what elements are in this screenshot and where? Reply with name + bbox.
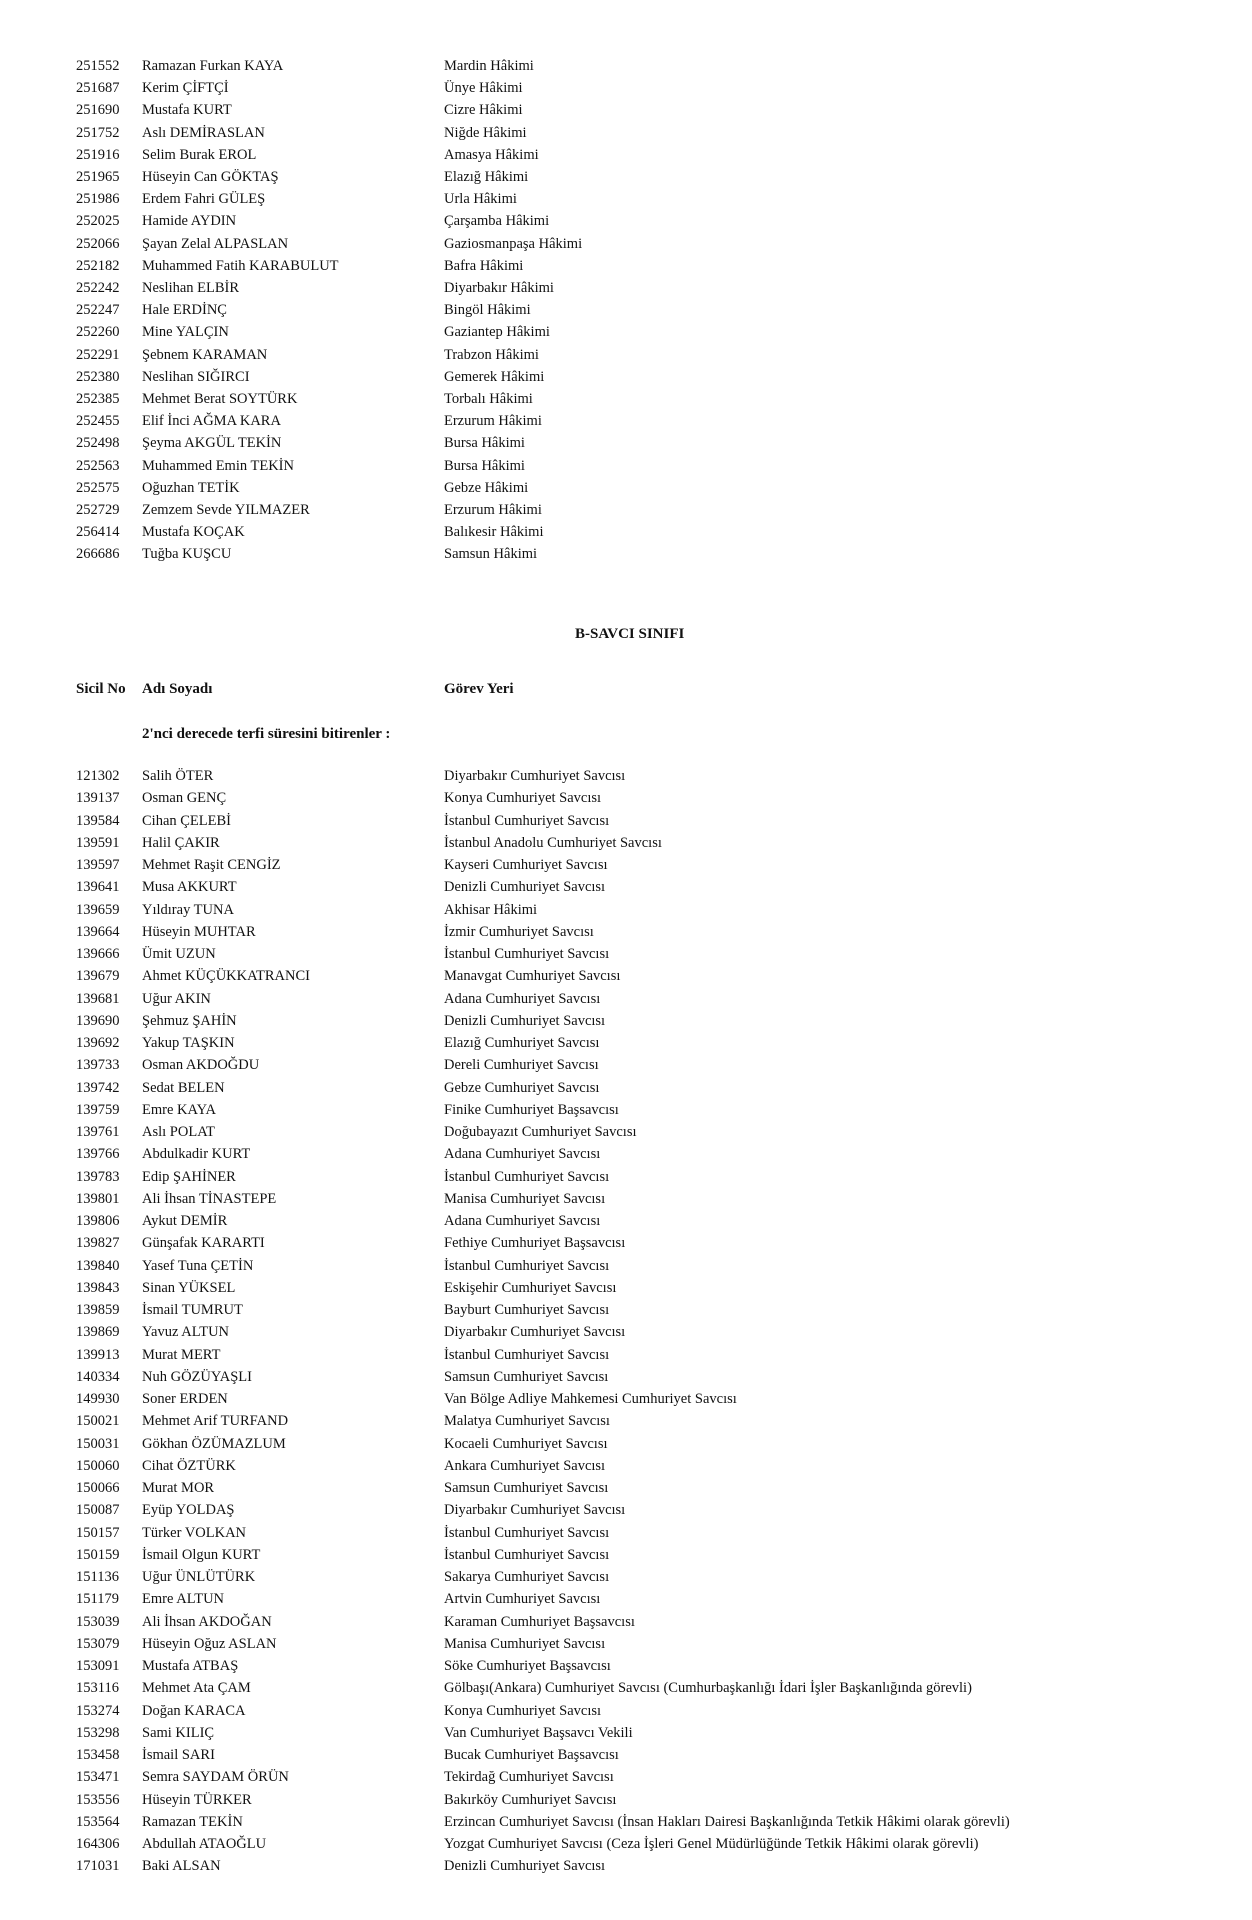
- list-item: [0, 277, 1252, 299]
- full-name: Şehmuz ŞAHİN: [142, 1012, 237, 1029]
- sicil-no: 139801: [76, 1190, 120, 1207]
- full-name: Mehmet Berat SOYTÜRK: [142, 391, 298, 407]
- duty-place: Artvin Cumhuriyet Savcısı: [444, 1591, 601, 1608]
- sicil-no: 139783: [76, 1168, 120, 1185]
- list-item: [0, 188, 1252, 210]
- sicil-no: 139690: [76, 1012, 120, 1029]
- section-title: B-SAVCI SINIFI: [575, 626, 685, 642]
- full-name: Cihan ÇELEBİ: [142, 812, 232, 829]
- header-sicil: Sicil No: [76, 681, 126, 697]
- list-item: [0, 210, 1252, 232]
- list-item: [0, 988, 1252, 1010]
- duty-place: Erzurum Hâkimi: [444, 413, 542, 430]
- duty-place: Bafra Hâkimi: [444, 257, 524, 274]
- duty-place: Trabzon Hâkimi: [444, 346, 539, 363]
- duty-place: Bakırköy Cumhuriyet Savcısı: [444, 1791, 617, 1808]
- list-item: [0, 1855, 1252, 1877]
- list-item: [0, 810, 1252, 832]
- sicil-no: 139584: [76, 812, 120, 829]
- sicil-no: 139827: [76, 1235, 120, 1252]
- duty-place: Bayburt Cumhuriyet Savcısı: [444, 1302, 610, 1318]
- full-name: Uğur AKIN: [142, 990, 211, 1007]
- list-item: [0, 1655, 1252, 1677]
- list-item: [0, 299, 1252, 321]
- sicil-no: 251690: [76, 102, 120, 119]
- sicil-no: 150021: [76, 1413, 120, 1430]
- list-item: [0, 1299, 1252, 1321]
- full-name: Sedat BELEN: [142, 1079, 225, 1096]
- list-item: [0, 1833, 1252, 1855]
- list-item: [0, 477, 1252, 499]
- duty-place: Sakarya Cumhuriyet Savcısı: [444, 1569, 610, 1585]
- duty-place: Elazığ Hâkimi: [444, 169, 529, 185]
- duty-place: Urla Hâkimi: [444, 191, 517, 208]
- sicil-no: 252385: [76, 391, 120, 407]
- full-name: Yavuz ALTUN: [142, 1324, 230, 1341]
- list-item: [0, 1410, 1252, 1432]
- list-item: [0, 122, 1252, 144]
- duty-place: Bursa Hâkimi: [444, 457, 525, 474]
- sicil-no: 139766: [76, 1146, 120, 1163]
- sicil-no: 139869: [76, 1324, 120, 1341]
- full-name: Sami KILIÇ: [142, 1724, 215, 1741]
- duty-place: İstanbul Cumhuriyet Savcısı: [444, 1168, 610, 1185]
- full-name: Muhammed Fatih KARABULUT: [142, 257, 339, 274]
- sicil-no: 252575: [76, 479, 120, 496]
- sicil-no: 256414: [76, 524, 120, 541]
- duty-place: Söke Cumhuriyet Başsavcısı: [444, 1658, 611, 1674]
- list-item: [0, 521, 1252, 543]
- sicil-no: 139806: [76, 1213, 120, 1229]
- full-name: Mehmet Raşit CENGİZ: [142, 857, 281, 873]
- duty-place: Samsun Cumhuriyet Savcısı: [444, 1368, 609, 1385]
- full-name: Cihat ÖZTÜRK: [142, 1457, 236, 1474]
- duty-place: Eskişehir Cumhuriyet Savcısı: [444, 1279, 617, 1296]
- full-name: Semra SAYDAM ÖRÜN: [142, 1769, 289, 1786]
- duty-place: Adana Cumhuriyet Savcısı: [444, 1213, 601, 1229]
- full-name: Osman AKDOĞDU: [142, 1057, 260, 1074]
- sicil-no: 139759: [76, 1101, 120, 1118]
- sicil-no: 252025: [76, 213, 120, 230]
- duty-place: Dereli Cumhuriyet Savcısı: [444, 1057, 599, 1074]
- sicil-no: 150157: [76, 1524, 120, 1541]
- duty-place: İstanbul Anadolu Cumhuriyet Savcısı: [444, 834, 662, 851]
- sicil-no: 139733: [76, 1057, 120, 1074]
- full-name: Hüseyin MUHTAR: [142, 923, 256, 940]
- list-item: [0, 1121, 1252, 1143]
- full-name: Kerim ÇİFTÇİ: [142, 80, 229, 97]
- duty-place: Denizli Cumhuriyet Savcısı: [444, 1858, 606, 1875]
- list-item: [0, 1054, 1252, 1076]
- duty-place: Diyarbakır Cumhuriyet Savcısı: [444, 1502, 626, 1519]
- sicil-no: 153556: [76, 1791, 120, 1808]
- full-name: Hüseyin Can GÖKTAŞ: [142, 169, 279, 185]
- full-name: Gökhan ÖZÜMAZLUM: [142, 1435, 286, 1452]
- duty-place: İstanbul Cumhuriyet Savcısı: [444, 1546, 610, 1563]
- duty-place: Diyarbakır Hâkimi: [444, 280, 554, 296]
- full-name: Ramazan Furkan KAYA: [142, 58, 284, 74]
- list-item: [0, 499, 1252, 521]
- sicil-no: 153039: [76, 1613, 120, 1630]
- duty-place: Bucak Cumhuriyet Başsavcısı: [444, 1747, 619, 1763]
- duty-place: Cizre Hâkimi: [444, 102, 523, 119]
- list-item: [0, 1388, 1252, 1410]
- duty-place: İstanbul Cumhuriyet Savcısı: [444, 1257, 610, 1274]
- full-name: Salih ÖTER: [142, 768, 214, 784]
- list-item: [0, 1277, 1252, 1299]
- full-name: Musa AKKURT: [142, 879, 237, 896]
- full-name: Selim Burak EROL: [142, 146, 257, 163]
- list-item: [0, 144, 1252, 166]
- full-name: Türker VOLKAN: [142, 1524, 247, 1541]
- duty-place: Kocaeli Cumhuriyet Savcısı: [444, 1435, 608, 1452]
- list-item: [0, 1611, 1252, 1633]
- full-name: İsmail SARI: [142, 1747, 215, 1763]
- list-item: [0, 765, 1252, 787]
- list-item: [0, 1766, 1252, 1788]
- list-item: [0, 1255, 1252, 1277]
- sicil-no: 251687: [76, 80, 120, 97]
- list-item: [0, 943, 1252, 965]
- sicil-no: 150060: [76, 1457, 120, 1474]
- full-name: Nuh GÖZÜYAŞLI: [142, 1368, 252, 1385]
- sicil-no: 252455: [76, 413, 120, 430]
- list-item: [0, 1166, 1252, 1188]
- duty-place: Mardin Hâkimi: [444, 58, 534, 74]
- duty-place: Amasya Hâkimi: [444, 146, 539, 163]
- list-item: [0, 1677, 1252, 1699]
- full-name: İsmail Olgun KURT: [142, 1546, 261, 1563]
- list-item: [0, 99, 1252, 121]
- full-name: Zemzem Sevde YILMAZER: [142, 502, 310, 518]
- duty-place: İstanbul Cumhuriyet Savcısı: [444, 946, 610, 962]
- duty-place: Adana Cumhuriyet Savcısı: [444, 1146, 601, 1163]
- list-item: [0, 1099, 1252, 1121]
- sicil-no: 153091: [76, 1658, 120, 1674]
- full-name: Mehmet Arif TURFAND: [142, 1413, 289, 1430]
- list-item: [0, 1032, 1252, 1054]
- duty-place: Konya Cumhuriyet Savcısı: [444, 1702, 602, 1719]
- list-item: [0, 1143, 1252, 1165]
- sicil-no: 153471: [76, 1769, 120, 1786]
- full-name: Mustafa ATBAŞ: [142, 1658, 239, 1674]
- list-item: [0, 233, 1252, 255]
- full-name: Muhammed Emin TEKİN: [142, 457, 294, 474]
- list-item: [0, 410, 1252, 432]
- list-item: [0, 1477, 1252, 1499]
- list-item: [0, 1588, 1252, 1610]
- list-item: [0, 1722, 1252, 1744]
- full-name: Hale ERDİNÇ: [142, 302, 227, 319]
- full-name: İsmail TUMRUT: [142, 1302, 243, 1318]
- list-item: [0, 1344, 1252, 1366]
- duty-place: Van Bölge Adliye Mahkemesi Cumhuriyet Savcısı: [444, 1391, 737, 1407]
- full-name: Yıldıray TUNA: [142, 901, 234, 918]
- sicil-no: 252729: [76, 502, 120, 518]
- duty-place: İstanbul Cumhuriyet Savcısı: [444, 1524, 610, 1541]
- list-item: [0, 921, 1252, 943]
- duty-place: Elazığ Cumhuriyet Savcısı: [444, 1035, 600, 1051]
- duty-place: Fethiye Cumhuriyet Başsavcısı: [444, 1235, 626, 1252]
- duty-place: Samsun Hâkimi: [444, 546, 538, 563]
- sicil-no: 251965: [76, 169, 120, 185]
- duty-place: Tekirdağ Cumhuriyet Savcısı: [444, 1769, 614, 1786]
- duty-place: Adana Cumhuriyet Savcısı: [444, 990, 601, 1007]
- sicil-no: 139641: [76, 879, 120, 896]
- sicil-no: 252242: [76, 280, 120, 296]
- full-name: Günşafak KARARTI: [142, 1235, 265, 1252]
- duty-place: Manisa Cumhuriyet Savcısı: [444, 1635, 606, 1652]
- duty-place: Gaziantep Hâkimi: [444, 324, 550, 341]
- duty-place: Gebze Hâkimi: [444, 479, 529, 496]
- list-item: [0, 1321, 1252, 1343]
- sicil-no: 153116: [76, 1680, 119, 1697]
- full-name: Aslı DEMİRASLAN: [142, 124, 265, 141]
- sicil-no: 139761: [76, 1124, 120, 1140]
- sicil-no: 139913: [76, 1346, 120, 1363]
- sicil-no: 251552: [76, 58, 120, 74]
- sicil-no: 153458: [76, 1747, 120, 1763]
- duty-place: Samsun Cumhuriyet Savcısı: [444, 1480, 609, 1496]
- duty-place: Erzurum Hâkimi: [444, 502, 542, 518]
- sicil-no: 139742: [76, 1079, 120, 1096]
- full-name: Ali İhsan TİNASTEPE: [142, 1190, 277, 1207]
- duty-place: Ankara Cumhuriyet Savcısı: [444, 1457, 606, 1474]
- sicil-no: 150066: [76, 1480, 120, 1496]
- sicil-no: 140334: [76, 1368, 120, 1385]
- subheader: 2'nci derecede terfi süresini bitirenler :: [142, 726, 391, 742]
- list-item: [0, 255, 1252, 277]
- list-item: [0, 1544, 1252, 1566]
- duty-place: Gaziosmanpaşa Hâkimi: [444, 235, 583, 252]
- list-item: [0, 55, 1252, 77]
- full-name: Aslı POLAT: [142, 1124, 215, 1140]
- duty-place: Manavgat Cumhuriyet Savcısı: [444, 968, 621, 985]
- full-name: Yasef Tuna ÇETİN: [142, 1257, 254, 1274]
- sicil-no: 153274: [76, 1702, 120, 1719]
- list-item: [0, 77, 1252, 99]
- full-name: Soner ERDEN: [142, 1391, 228, 1407]
- list-item: [0, 1010, 1252, 1032]
- duty-place: Denizli Cumhuriyet Savcısı: [444, 1012, 606, 1029]
- full-name: Tuğba KUŞCU: [142, 546, 232, 563]
- sicil-no: 139664: [76, 923, 120, 940]
- duty-place: Diyarbakır Cumhuriyet Savcısı: [444, 768, 626, 784]
- list-item: [0, 366, 1252, 388]
- duty-place: Doğubayazıt Cumhuriyet Savcısı: [444, 1124, 637, 1140]
- list-item: [0, 787, 1252, 809]
- sicil-no: 251986: [76, 191, 120, 208]
- list-item: [0, 1499, 1252, 1521]
- full-name: Abdullah ATAOĞLU: [142, 1836, 267, 1852]
- list-item: [0, 1811, 1252, 1833]
- sicil-no: 251752: [76, 124, 120, 141]
- full-name: Ahmet KÜÇÜKKATRANCI: [142, 968, 310, 985]
- sicil-no: 151179: [76, 1591, 119, 1608]
- list-item: [0, 388, 1252, 410]
- full-name: Şeyma AKGÜL TEKİN: [142, 435, 282, 452]
- duty-place: Malatya Cumhuriyet Savcısı: [444, 1413, 610, 1430]
- sicil-no: 139666: [76, 946, 120, 962]
- list-item: [0, 1188, 1252, 1210]
- full-name: Erdem Fahri GÜLEŞ: [142, 191, 266, 208]
- full-name: Murat MERT: [142, 1346, 221, 1363]
- sicil-no: 252563: [76, 457, 120, 474]
- list-item: [0, 166, 1252, 188]
- full-name: Doğan KARACA: [142, 1702, 246, 1719]
- list-item: [0, 455, 1252, 477]
- sicil-no: 139659: [76, 901, 120, 918]
- full-name: Hamide AYDIN: [142, 213, 237, 230]
- full-name: Hüseyin Oğuz ASLAN: [142, 1635, 277, 1652]
- full-name: Uğur ÜNLÜTÜRK: [142, 1569, 256, 1585]
- duty-place: Bingöl Hâkimi: [444, 302, 531, 319]
- full-name: Baki ALSAN: [142, 1858, 221, 1875]
- duty-place: Erzincan Cumhuriyet Savcısı (İnsan Hakları Dairesi Başkanlığında Tetkik Hâkimi olarak görevli): [444, 1813, 1010, 1830]
- sicil-no: 139843: [76, 1279, 120, 1296]
- list-item: [0, 543, 1252, 565]
- list-item: [0, 1633, 1252, 1655]
- list-item: [0, 1744, 1252, 1766]
- full-name: Osman GENÇ: [142, 790, 227, 807]
- list-item: [0, 1232, 1252, 1254]
- sicil-no: 150031: [76, 1435, 120, 1452]
- sicil-no: 252066: [76, 235, 120, 252]
- duty-place: İzmir Cumhuriyet Savcısı: [444, 923, 594, 940]
- sicil-no: 139679: [76, 968, 120, 985]
- full-name: Ali İhsan AKDOĞAN: [142, 1613, 272, 1630]
- duty-place: İstanbul Cumhuriyet Savcısı: [444, 812, 610, 829]
- full-name: Oğuzhan TETİK: [142, 479, 240, 496]
- list-item: [0, 1789, 1252, 1811]
- full-name: Mustafa KOÇAK: [142, 524, 245, 541]
- sicil-no: 252260: [76, 324, 120, 341]
- list-item: [0, 1522, 1252, 1544]
- duty-place: Akhisar Hâkimi: [444, 901, 538, 918]
- full-name: Emre ALTUN: [142, 1591, 225, 1608]
- duty-place: Diyarbakır Cumhuriyet Savcısı: [444, 1324, 626, 1341]
- full-name: Yakup TAŞKIN: [142, 1035, 235, 1051]
- full-name: Mine YALÇIN: [142, 324, 229, 341]
- duty-place: İstanbul Cumhuriyet Savcısı: [444, 1346, 610, 1363]
- header-place: Görev Yeri: [444, 681, 514, 697]
- list-item: [0, 432, 1252, 454]
- duty-place: Gölbaşı(Ankara) Cumhuriyet Savcısı (Cumhurbaşkanlığı İdari İşler Başkanlığında görevli): [444, 1680, 972, 1697]
- duty-place: Ünye Hâkimi: [444, 80, 523, 97]
- sicil-no: 266686: [76, 546, 120, 563]
- duty-place: Manisa Cumhuriyet Savcısı: [444, 1190, 606, 1207]
- sicil-no: 252182: [76, 257, 120, 274]
- full-name: Murat MOR: [142, 1480, 215, 1496]
- full-name: Neslihan SIĞIRCI: [142, 368, 250, 385]
- duty-place: Van Cumhuriyet Başsavcı Vekili: [444, 1724, 633, 1741]
- full-name: Ümit UZUN: [142, 946, 216, 962]
- sicil-no: 149930: [76, 1391, 120, 1407]
- duty-place: Denizli Cumhuriyet Savcısı: [444, 879, 606, 896]
- duty-place: Gemerek Hâkimi: [444, 368, 545, 385]
- full-name: Hüseyin TÜRKER: [142, 1791, 252, 1808]
- duty-place: Bursa Hâkimi: [444, 435, 525, 452]
- full-name: Abdulkadir KURT: [142, 1146, 251, 1163]
- full-name: Ramazan TEKİN: [142, 1813, 243, 1830]
- full-name: Şayan Zelal ALPASLAN: [142, 235, 289, 252]
- sicil-no: 139692: [76, 1035, 120, 1051]
- duty-place: Balıkesir Hâkimi: [444, 524, 544, 541]
- list-item: [0, 965, 1252, 987]
- duty-place: Gebze Cumhuriyet Savcısı: [444, 1079, 600, 1096]
- header-name: Adı Soyadı: [142, 681, 213, 697]
- sicil-no: 139137: [76, 790, 120, 807]
- list-item: [0, 1700, 1252, 1722]
- list-item: [0, 899, 1252, 921]
- sicil-no: 139597: [76, 857, 120, 873]
- duty-place: Kayseri Cumhuriyet Savcısı: [444, 857, 608, 873]
- duty-place: Karaman Cumhuriyet Başsavcısı: [444, 1613, 635, 1630]
- full-name: Emre KAYA: [142, 1101, 216, 1118]
- list-item: [0, 1077, 1252, 1099]
- sicil-no: 139681: [76, 990, 120, 1007]
- full-name: Mehmet Ata ÇAM: [142, 1680, 251, 1697]
- list-item: [0, 321, 1252, 343]
- duty-place: Konya Cumhuriyet Savcısı: [444, 790, 602, 807]
- duty-place: Finike Cumhuriyet Başsavcısı: [444, 1101, 619, 1118]
- sicil-no: 252380: [76, 368, 120, 385]
- full-name: Neslihan ELBİR: [142, 280, 240, 296]
- full-name: Mustafa KURT: [142, 102, 232, 119]
- sicil-no: 151136: [76, 1569, 119, 1585]
- full-name: Sinan YÜKSEL: [142, 1279, 236, 1296]
- sicil-no: 164306: [76, 1836, 120, 1852]
- duty-place: Torbalı Hâkimi: [444, 391, 533, 407]
- sicil-no: 139591: [76, 834, 120, 851]
- sicil-no: 252291: [76, 346, 120, 363]
- list-item: [0, 1210, 1252, 1232]
- full-name: Halil ÇAKIR: [142, 834, 220, 851]
- full-name: Edip ŞAHİNER: [142, 1168, 236, 1185]
- duty-place: Çarşamba Hâkimi: [444, 213, 550, 230]
- list-item: [0, 344, 1252, 366]
- sicil-no: 150159: [76, 1546, 120, 1563]
- list-item: [0, 1366, 1252, 1388]
- sicil-no: 150087: [76, 1502, 120, 1519]
- full-name: Aykut DEMİR: [142, 1213, 228, 1229]
- sicil-no: 139859: [76, 1302, 120, 1318]
- sicil-no: 139840: [76, 1257, 120, 1274]
- sicil-no: 121302: [76, 768, 120, 784]
- list-item: [0, 832, 1252, 854]
- list-item: [0, 1566, 1252, 1588]
- sicil-no: 252247: [76, 302, 120, 319]
- sicil-no: 251916: [76, 146, 120, 163]
- duty-place: Niğde Hâkimi: [444, 124, 527, 141]
- list-item: [0, 1433, 1252, 1455]
- duty-place: Yozgat Cumhuriyet Savcısı (Ceza İşleri Genel Müdürlüğünde Tetkik Hâkimi olarak görevli): [444, 1836, 979, 1852]
- sicil-no: 153298: [76, 1724, 120, 1741]
- sicil-no: 153079: [76, 1635, 120, 1652]
- sicil-no: 171031: [76, 1858, 120, 1875]
- full-name: Elif İnci AĞMA KARA: [142, 413, 281, 430]
- list-item: [0, 854, 1252, 876]
- full-name: Eyüp YOLDAŞ: [142, 1502, 235, 1519]
- list-item: [0, 876, 1252, 898]
- sicil-no: 252498: [76, 435, 120, 452]
- list-item: [0, 1455, 1252, 1477]
- sicil-no: 153564: [76, 1813, 120, 1830]
- full-name: Şebnem KARAMAN: [142, 346, 268, 363]
